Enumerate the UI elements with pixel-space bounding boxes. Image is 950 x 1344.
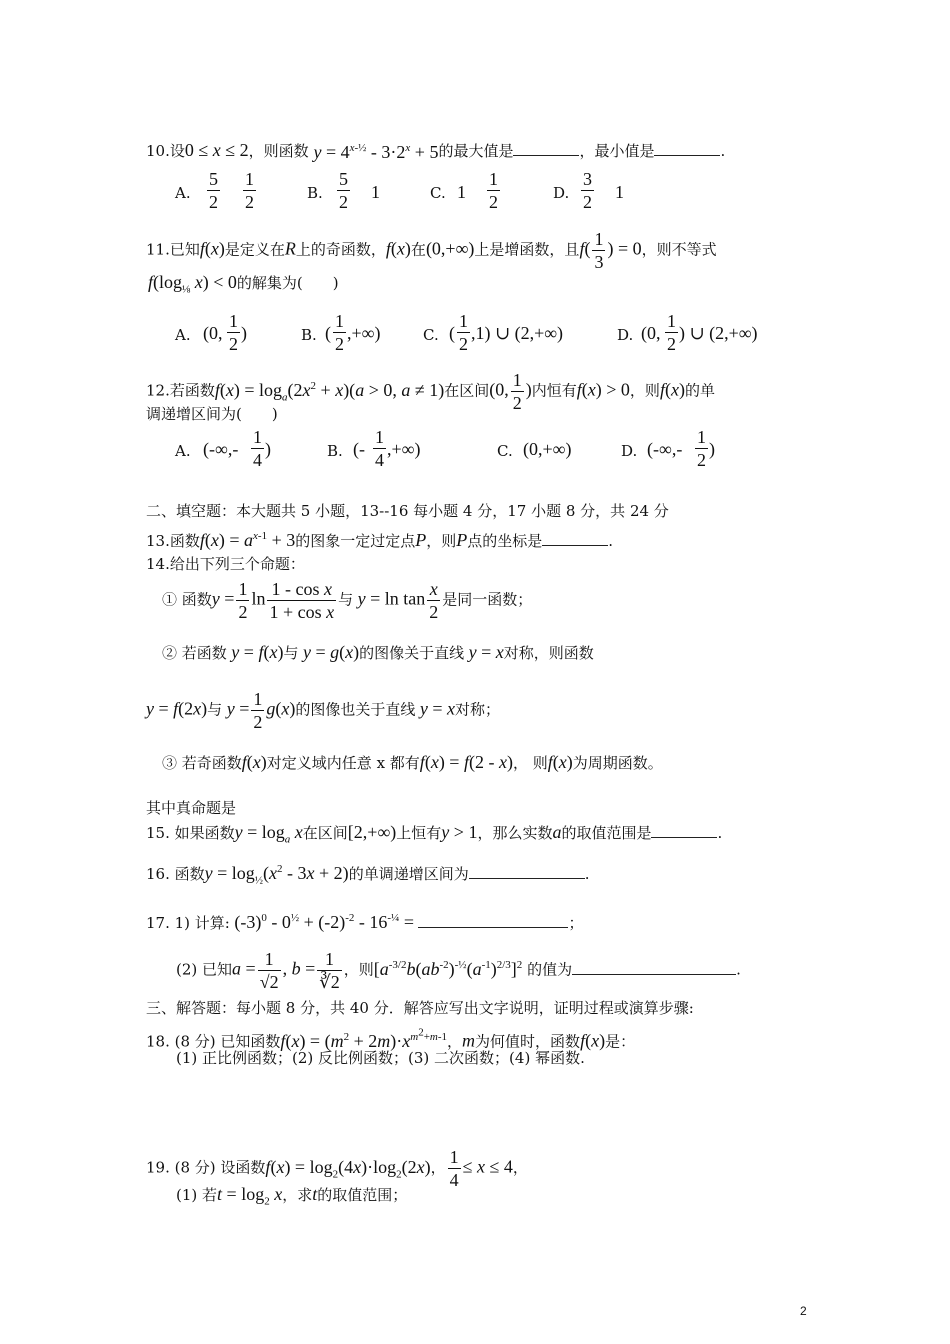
q14-stem: 14.给出下列三个命题： [146,555,305,573]
section-3-heading: 三、解答题：每小题 8 分，共 40 分．解答应写出文字说明，证明过程或演算步骤: [146,999,694,1017]
q11-stem: 11.已知f(x)是定义在R上的奇函数，f(x)在(0,+∞)上是增函数，且f( $\frac{1}{3}$ ) = 0，则不等式 [146,229,717,272]
q14-prop-2-cont: y = f(2x)与 y = $\frac{1}{2}$ g(x)的图像也关于直线 y = x对称； [146,689,501,732]
q16-stem: 16. 函数$y = \log_{\frac{1}{2}}(x^2 - 3x + 2)$的单调递增区间为 . [146,863,590,887]
q19-stem: 19. (8 分) 设函数$f(x) = \log_2(4x)\cdot\log_2(2x)$， $\frac{1}{4}$ ≤ x ≤ 4， [146,1147,528,1190]
q19-subpart-1: (1) 若$t = \log_2 x$，求t的取值范围； [176,1184,408,1208]
page-number: 2 [800,1304,807,1318]
q15-stem: 15. 如果函数$y = \log_a x$在区间[2,+∞)上恒有y > 1，那么实数a的取值范围是 . [146,822,723,846]
q11-stem-2: $f(\log_{\frac{1}{8}}$ x) < 0的解集为( ) [148,272,339,296]
q14-prop-3: ③ 若奇函数f(x)对定义域内任意 x 都有f(x) = f(2 - x)， 则f(x)为周期函数。 [162,752,663,772]
q14-prop-1: ① 函数y = $\frac{1}{2}$ ln $\frac{\text{1 - cos x}}{\text{1 + cos x}}$ 与 y = ln tan $\frac{x}{2}$ 是同一函数； [162,579,533,622]
q10-stem: 10.设0 ≤ x ≤ 2，则函数 $y = 4^{x-\frac{1}{2}} - 3\cdot 2^x + 5$的最大值是 ，最小值是 . [146,140,726,162]
q14-prop-2: ② 若函数 y = f(x)与 y = g(x)的图像关于直线 y = x对称，则函数 [162,642,594,662]
q17-part-2: (2) 已知a = $\frac{1}{√2}$ , b = $\frac{1}{∛2}$ ，则$[a^{-3/2}b(ab^{-2})^{-\frac{1}{2}}(a^{-1})^{2/3}]^2$ 的值为 . [176,949,741,992]
q18-subparts: (1) 正比例函数；(2) 反比例函数；(3) 二次函数；(4) 幂函数. [176,1049,585,1067]
q12-stem-2: 调递增区间为( ) [146,405,278,423]
q18-stem: 18. (8 分) 已知函数$f(x) = (m^2 + 2m)\cdot x^{m^2+m-1}$，m为何值时，函数f(x)是： [146,1026,636,1051]
section-2-heading: 二、填空题：本大题共 5 小题，13--16 每小题 4 分，17 小题 8 分，共 24 分 [146,502,669,520]
q17-part-1: 17. 1) 计算: $(-3)^0 - 0^{\frac{1}{2}} + (-2)^{-2} - 16^{-\frac{1}{4}}$ = ； [146,912,584,932]
q13-stem: 13.函数$f(x) = a^{x-1} + 3$的图象一定过定点P，则P点的坐标是 . [146,530,614,550]
q12-stem: 12.若函数$f(x) = \log_a(2x^2 + x)(a > 0$, a ≠ 1)在区间(0, $\frac{1}{2}$ )内恒有f(x) > 0，则f(x)的单 [146,370,715,413]
q14-answer-prompt: 其中真命题是 [146,799,237,817]
